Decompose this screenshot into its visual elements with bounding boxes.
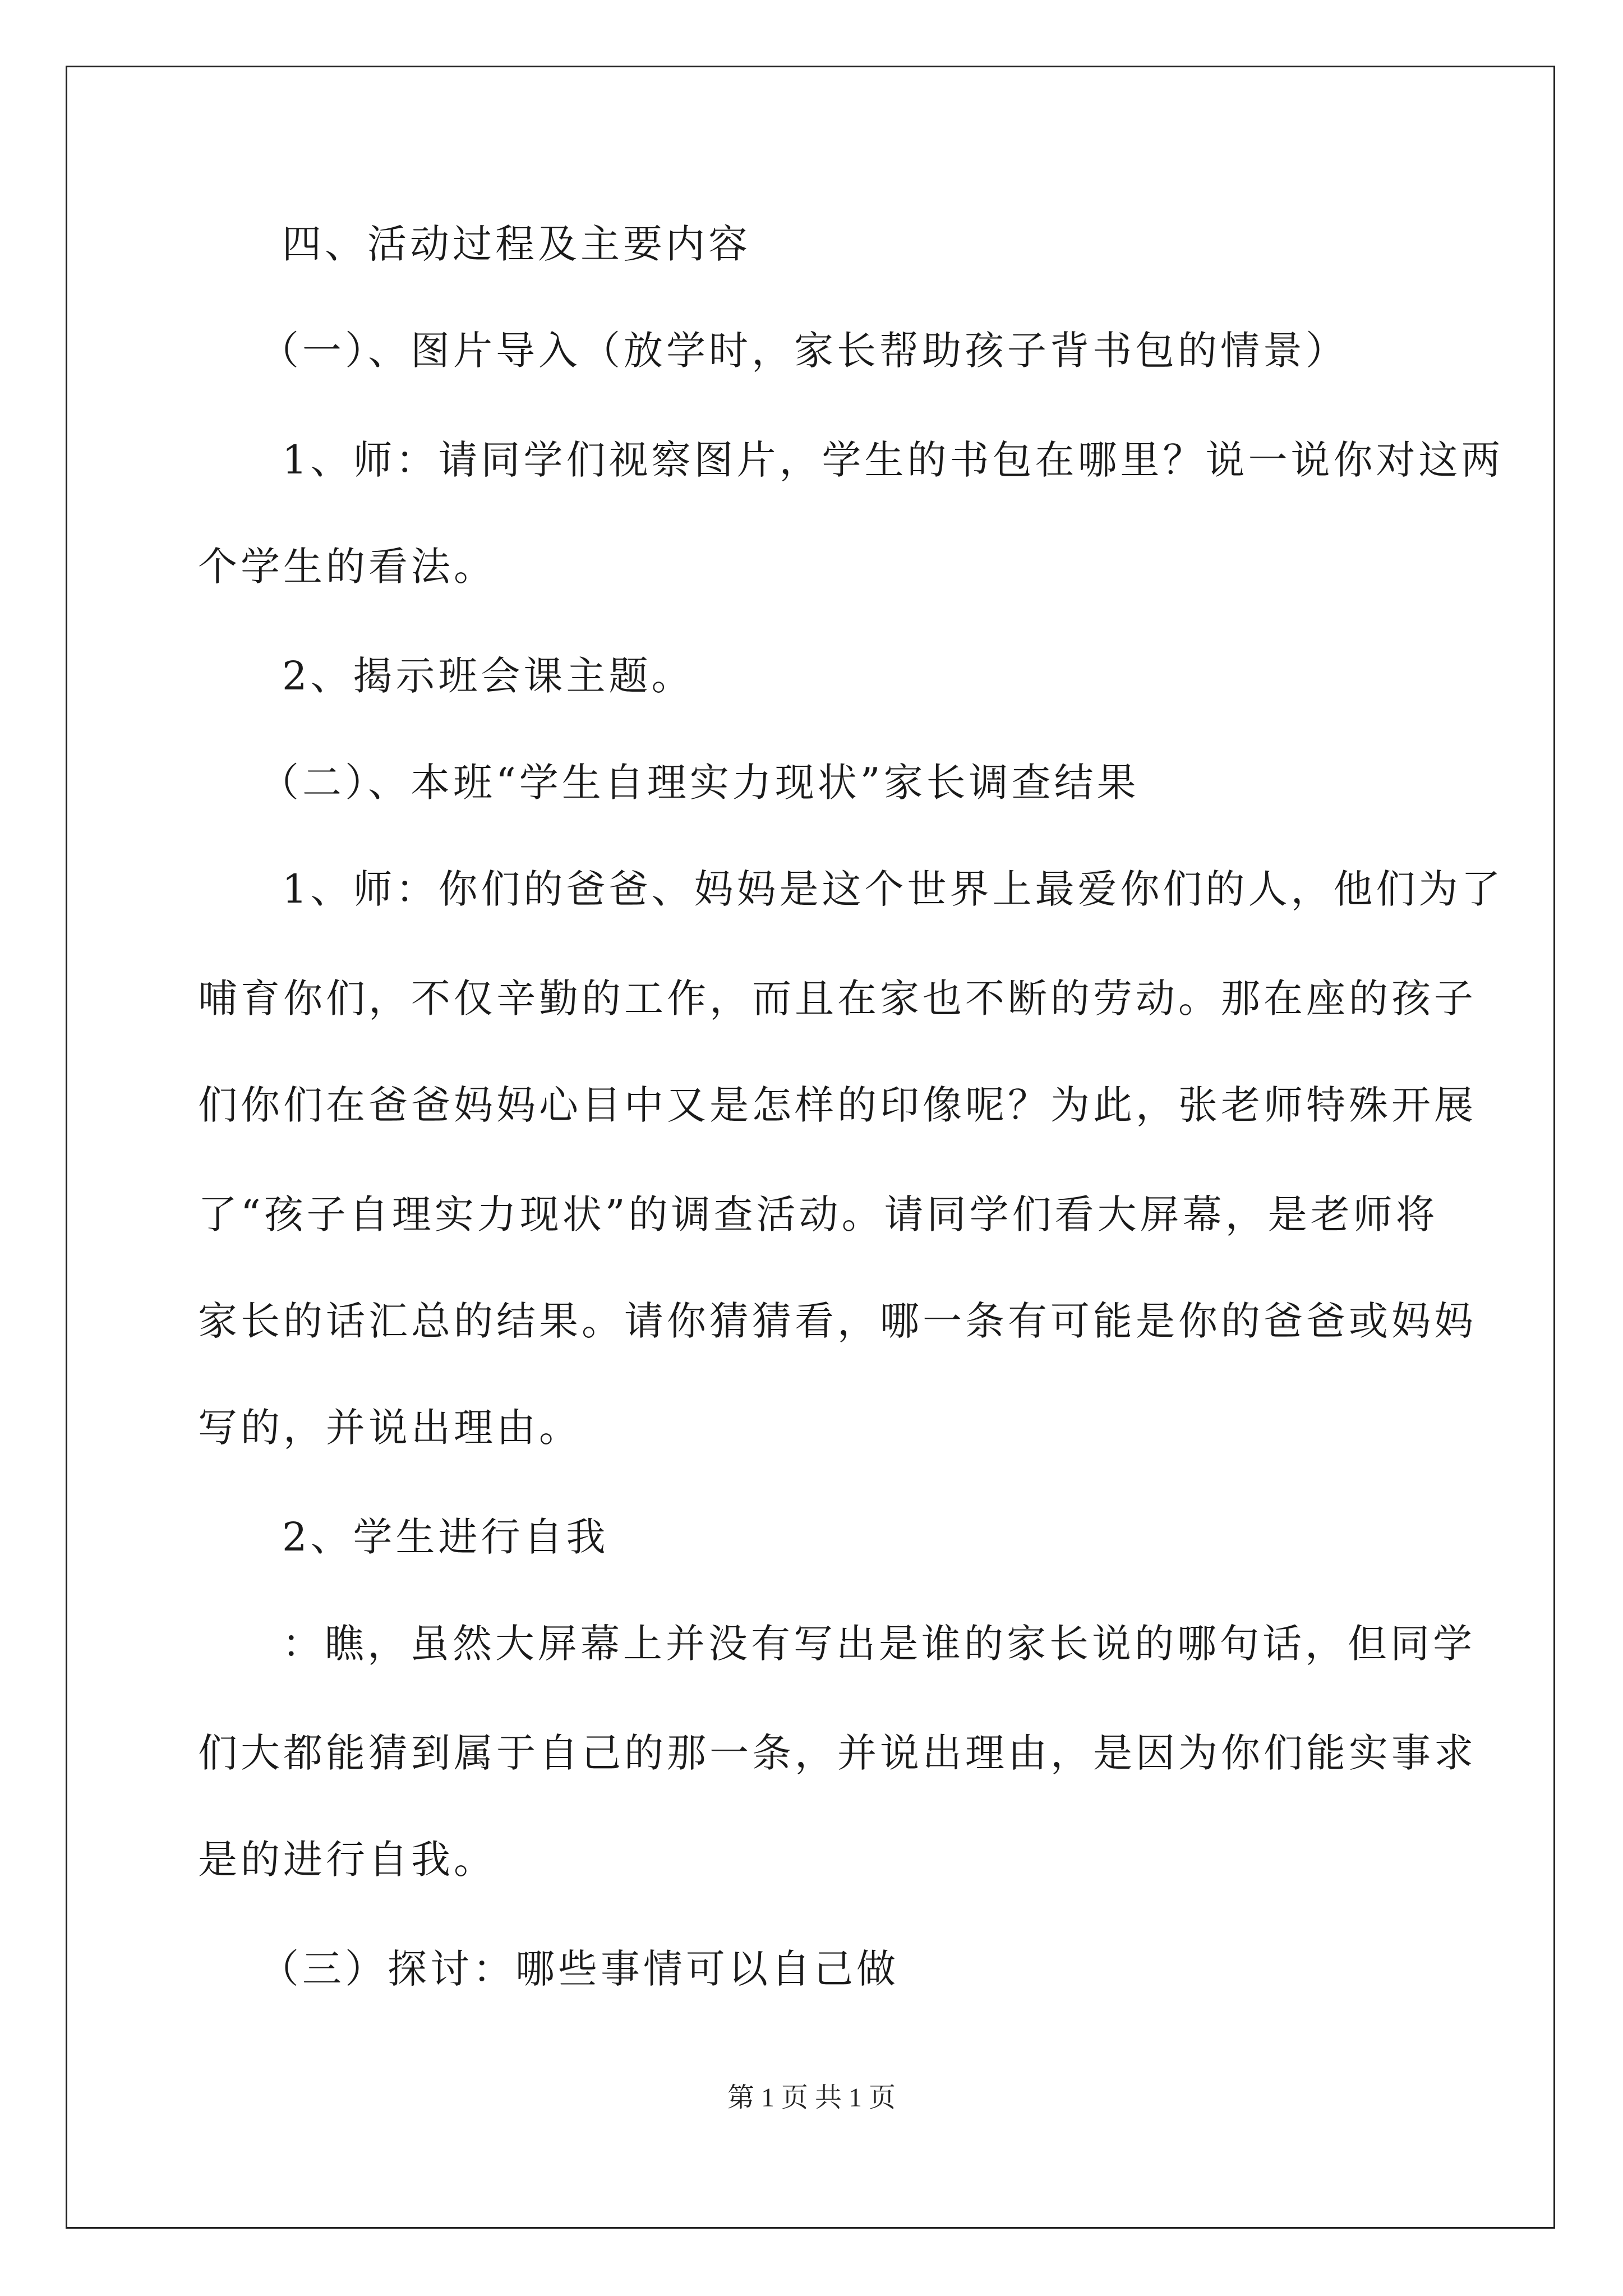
paragraph-line: 们大都能猜到属于自己的那一条，并说出理由，是因为你们能实事求: [198, 1730, 1477, 1776]
paragraph-line: 2、学生进行自我: [282, 1514, 609, 1560]
paragraph-line: 写的，并说出理由。: [198, 1405, 582, 1451]
paragraph-line: 家长的话汇总的结果。请你猜猜看，哪一条有可能是你的爸爸或妈妈: [198, 1298, 1477, 1344]
paragraph-line: 2、揭示班会课主题。: [282, 653, 694, 699]
paragraph-line: 是的进行自我。: [198, 1837, 496, 1883]
paragraph-line: 哺育你们，不仅辛勤的工作，而且在家也不断的劳动。那在座的孩子: [198, 976, 1477, 1022]
paragraph-line: 们你们在爸爸妈妈心目中又是怎样的印像呢？为此，张老师特殊开展: [198, 1082, 1477, 1128]
page-border: [66, 66, 1555, 2229]
paragraph-line: 了“孩子自理实力现状”的调查活动。请同学们看大屏幕，是老师将: [198, 1191, 1438, 1237]
paragraph-line: ：瞧，虽然大屏幕上并没有写出是谁的家长说的哪句话，但同学: [282, 1621, 1476, 1667]
paragraph-line: 个学生的看法。: [198, 544, 496, 590]
paragraph-line: 1、师：请同学们视察图片，学生的书包在哪里？说一说你对这两: [282, 437, 1504, 483]
section-heading: 四、活动过程及主要内容: [282, 221, 751, 267]
subsection-heading: （二）、本班“学生自理实力现状”家长调查结果: [260, 760, 1140, 806]
subsection-heading: （一）、图片导入（放学时，家长帮助孩子背书包的情景）: [260, 328, 1348, 374]
page-number-footer: 第 1 页 共 1 页: [727, 2083, 896, 2113]
subsection-heading: （三）探讨：哪些事情可以自己做: [260, 1946, 899, 1992]
paragraph-line: 1、师：你们的爸爸、妈妈是这个世界上最爱你们的人，他们为了: [282, 866, 1504, 912]
